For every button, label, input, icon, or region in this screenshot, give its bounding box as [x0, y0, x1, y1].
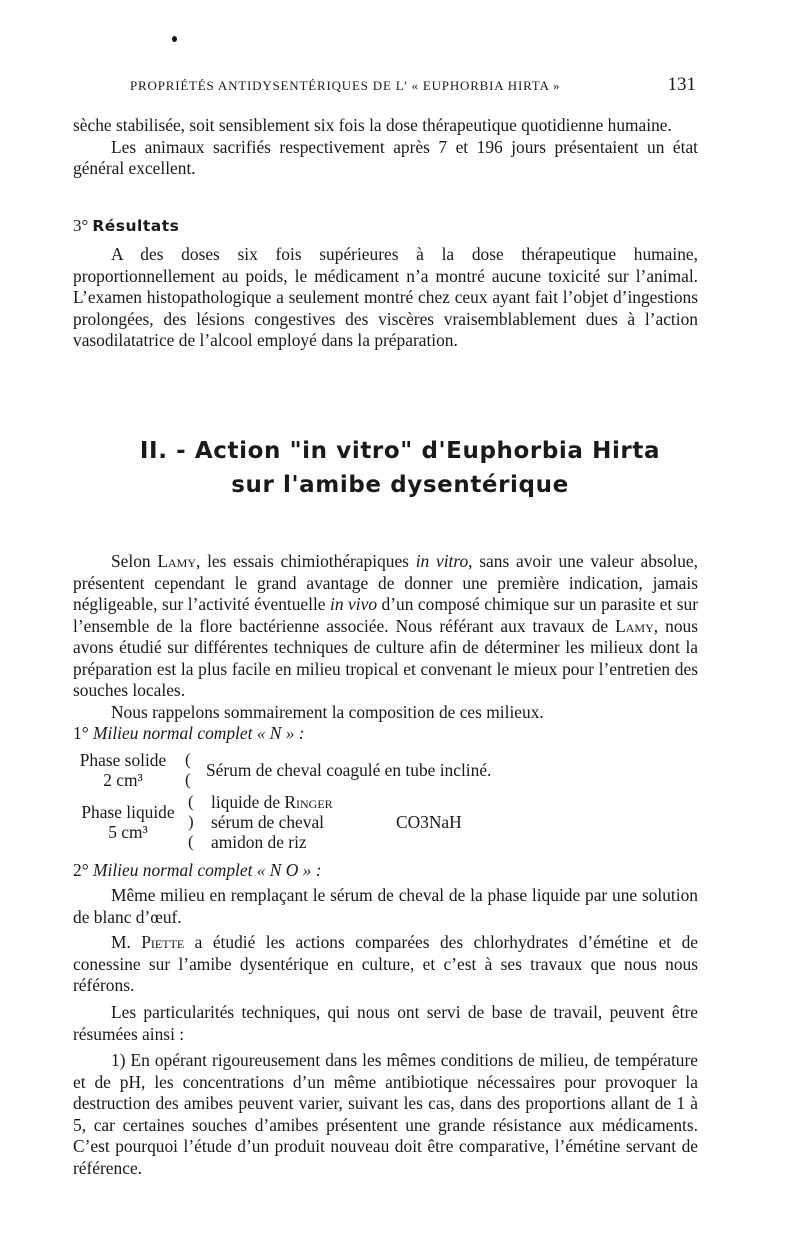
piette-paragraph [73, 932, 698, 997]
milieu-2-label: Milieu normal complet « N O » : [93, 860, 322, 880]
ink-speck [172, 36, 177, 42]
author-ringer: Ringer [284, 792, 333, 812]
piette-text [73, 932, 698, 997]
intro-text [73, 115, 698, 180]
results-heading [73, 216, 179, 236]
term-in-vitro: in vitro, [415, 551, 473, 571]
text-run: Selon [111, 551, 158, 571]
milieu-2-text [73, 885, 698, 928]
author-piette: Piette [141, 932, 185, 952]
author-lamy: Lamy [615, 615, 654, 636]
formula: CO3NaH [396, 812, 462, 832]
results-paragraph: A des doses six fois supérieures à la dose thérapeutique humaine, proportionnellement au poids, le médicament n’a montré aucune toxicité sur l’animal. L’examen histopathologique a seulement montré chez ceux ayant fait l’objet d’ingestions prolongées, des lésions congestives des viscères vraisemblablement dues à l’action vasodilatatrice de l’alcool employé dans la préparation. [73, 244, 698, 350]
technique-point-1: 1) En opérant rigoureusement dans les mêmes conditions de milieu, de température et de pH, les concentrations d’un même antibiotique nécessaires pour provoquer la destruction des amibes peuvent varier, suivant les cas, dans des proportions allant de 1 à 5, car certaines souches d’amibes présentent une grande résistance aux médicaments. C’est pourquoi l’étude d’un produit nouveau doit être comparative, l’émétine servant de référence. [73, 1050, 698, 1178]
phase-solide-volume: 2 cm³ [103, 770, 143, 790]
page-number: 131 [667, 74, 696, 95]
text-run: , les essais chimiothérapiques [196, 551, 416, 571]
results-label: Résultats [92, 217, 180, 235]
component-serum: sérum de cheval [211, 812, 324, 832]
intro-paragraph-2: Les animaux sacrifiés respectivement après 7 et 196 jours présentaient un état général excellent. [73, 136, 698, 178]
milieu-1-label: Milieu normal complet « N » : [93, 723, 305, 743]
term-in-vivo: in vivo [330, 594, 378, 614]
brace-liquide: ( ) ( [188, 792, 194, 851]
running-title: PROPRIÉTÉS ANTIDYSENTÉRIQUES DE L’ « EUPHORBIA HIRTA » [130, 78, 561, 93]
recall-paragraph: Nous rappelons sommairement la composition de ces milieux. [111, 701, 544, 722]
intro-paragraph-1: sèche stabilisée, soit sensiblement six fois la dose thérapeutique quotidienne humaine. [73, 115, 672, 135]
text-run: liquide de [211, 792, 285, 812]
phase-solide [73, 750, 173, 790]
brace-solide: ( ( [185, 750, 191, 789]
milieu-1-number: 1° [73, 723, 89, 743]
milieu-2-title [73, 860, 321, 881]
milieu-2-number: 2° [73, 860, 89, 880]
phase-solide-description: Sérum de cheval coagulé en tube incliné. [206, 760, 492, 780]
text-run: M. [111, 932, 142, 952]
lamy-paragraph [73, 551, 698, 702]
section-title-line-1: II. - Action "in vitro" d'Euphorbia Hirta [139, 438, 661, 464]
page-header [112, 70, 702, 96]
component-amidon: amidon de riz [211, 832, 307, 852]
technique-intro: Les particularités techniques, qui nous ont servi de base de travail, peuvent être résumées ainsi : [73, 1002, 698, 1044]
results-text [73, 244, 698, 352]
component-ringer [211, 792, 333, 812]
milieu-1-title [73, 723, 305, 744]
section-title [100, 434, 700, 502]
section-title-line-2: sur l'amibe dysentérique [231, 472, 569, 498]
main-text [73, 551, 698, 723]
text-run: a étudié les actions comparées des chlorhydrates d’émétine et de conessine sur l’amibe dysentérique en culture, et c’est à ses travaux que nous nous référons. [73, 932, 698, 995]
results-number: 3° [73, 216, 89, 235]
technique-text [73, 1002, 698, 1179]
text-run: , nous avons étudié sur différentes techniques de culture afin de déterminer les milieux dont la préparation est la plus facile en milieu tropical et convenant le mieux pour l’entretien des souches locales. [73, 615, 698, 700]
milieu-2-description: Même milieu en remplaçant le sérum de cheval de la phase liquide par une solution de blanc d’œuf. [73, 885, 698, 927]
phase-liquide [73, 802, 183, 842]
text-run: sans avoir une valeur absolue, présentent cependant le grand avantage de donner une première indication, jamais négligeable, sur l’activité éventuelle [73, 551, 698, 614]
author-lamy: Lamy [157, 551, 196, 571]
text-run: d’un composé chimique sur un parasite et sur l’ensemble de la flore bactérienne associée. Nous référant aux travaux de [73, 594, 698, 636]
phase-solide-label: Phase solide [79, 750, 167, 770]
phase-liquide-volume: 5 cm³ [108, 822, 148, 842]
phase-liquide-components [211, 792, 333, 852]
phase-liquide-label: Phase liquide [81, 802, 175, 822]
